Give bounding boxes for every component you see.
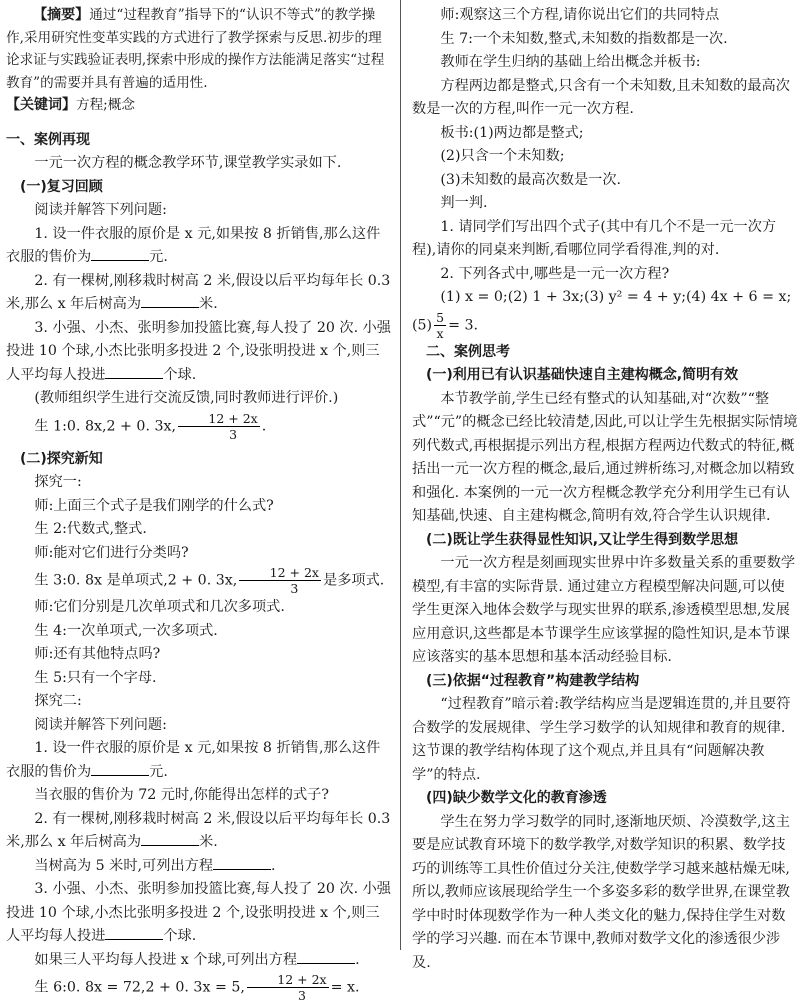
judge-1: 1. 请同学们写出四个式子(其中有几个不是一元一次方程),请你的同桌来判断,看哪位同学看得准,判的对.	[412, 218, 777, 258]
student-3-suffix: 是多项式.	[323, 572, 385, 589]
teacher-observe: 师:观察这三个方程,请你说出它们的共同特点	[440, 7, 720, 23]
fraction-denominator: x	[436, 325, 444, 341]
equation-5-suffix: = 3.	[448, 317, 478, 333]
student-1	[6, 411, 392, 442]
question-2b	[6, 808, 392, 855]
question-1b-text: 1. 设一件衣服的原价是 x 元,如果按 8 折销售,那么这件衣服的售价为	[6, 740, 381, 780]
right-column	[412, 4, 798, 975]
unit-ge: 个球.	[163, 366, 197, 383]
unit-ge: 个球.	[163, 928, 197, 944]
read-prompt-1: 阅读并解答下列问题:	[34, 202, 167, 218]
answer-blank	[141, 293, 199, 308]
keywords	[6, 94, 392, 117]
fraction-numerator: 12 + 2x	[178, 411, 260, 427]
judge-2: 2. 下列各式中,哪些是一元一次方程?	[440, 265, 670, 282]
equation-5-label: (5)	[412, 317, 433, 333]
teacher-line-2: 师:能对它们进行分类吗?	[34, 544, 189, 561]
question-1a	[6, 223, 392, 270]
column-divider	[400, 0, 401, 950]
period: .	[261, 418, 267, 434]
explore-2-label: 探究二:	[34, 693, 82, 709]
answer-blank	[141, 831, 199, 846]
price-question: 当衣服的售价为 72 元时,你能得出怎样的式子?	[34, 787, 329, 803]
left-column	[6, 4, 392, 1003]
student-3-text: 生 3:0. 8x 是单项式,2 + 0. 3x,	[34, 572, 238, 589]
teacher-line-1: 师:上面三个式子是我们刚学的什么式?	[34, 497, 274, 514]
question-3b-text: 3. 小强、小杰、张明参加投篮比赛,每人投了 20 次. 小强投进 10 个球,小杰比张明多投进 2 个,设张明投进 x 个,则三人平均每人投进	[6, 881, 391, 944]
fraction-denominator: 3	[290, 581, 299, 596]
unit-mi: 米.	[199, 834, 218, 850]
fraction	[434, 310, 446, 341]
section-1-intro: 一元一次方程的概念教学环节,课堂教学实录如下.	[34, 155, 342, 171]
board-item-1: 板书:(1)两边都是整式;	[440, 124, 584, 141]
question-3a	[6, 317, 392, 388]
section-2-title: 二、案例思考	[426, 343, 510, 360]
board-item-3: (3)未知数的最高次数是一次.	[440, 171, 622, 188]
question-2a-text: 2. 有一棵树,刚移栽时树高 2 米,假设以后平均每年长 0.3 米,那么 x 年后树高为	[6, 272, 391, 312]
board-intro: 教师在学生归纳的基础上给出概念并板书:	[440, 54, 701, 70]
heading-a: (一)利用已有认识基础快速自主建构概念,简明有效	[426, 367, 739, 383]
paragraph-c: “过程教育”暗示着:教学结构应当是逻辑连贯的,并且要符合数学的发展规律、学生学习数学的认知规律和教育的规律. 这节课的教学结构体现了这个观点,并且具有“问题解决教学”的特点.	[412, 696, 791, 783]
teacher-line-3: 师:它们分别是几次单项式和几次多项式.	[34, 599, 285, 615]
unit-mi: 米.	[199, 296, 218, 312]
answer-blank	[91, 761, 149, 776]
student-6-suffix: = x.	[330, 979, 360, 996]
paragraph-d: 学生在努力学习数学的同时,逐渐地厌烦、冷漠数学,这主要是应试教育环境下的数学教学,对数学知识的积累、数学技巧的训练等工具性价值过分关注,使数学学习越来越枯燥无味,所以,教师应该展现给学生一个多姿多彩的数学世界,在课堂教学中时时体现数学作为一种人类文化的魅力,保持住学生对数学的学习兴趣. 而在本节课中,教师对数学文化的渗透很少涉及.	[412, 813, 790, 971]
judge-label: 判一判.	[440, 195, 488, 211]
answer-blank	[297, 949, 355, 964]
answer-blank	[105, 364, 163, 379]
paragraph-b: 一元一次方程是刻画现实世界中许多数量关系的重要数学模型,有丰富的实际背景. 通过建立方程模型解决问题,可以使学生更深入地体会数学与现实世界的联系,渗透模型思想,发展应用意识,这些都是本节课学生应该掌握的隐性知识,是本节课应该落实的基本思想和基本活动经验目标.	[412, 555, 796, 665]
spacer	[6, 117, 392, 129]
student-5: 生 5:只有一个字母.	[34, 669, 157, 686]
unit-yuan: 元.	[149, 763, 168, 780]
tree-question-text: 当树高为 5 米时,可列出方程	[34, 857, 214, 874]
section-1-title: 一、案例再现	[6, 131, 90, 148]
ball-question	[6, 949, 392, 973]
board-item-2: (2)只含一个未知数;	[440, 148, 565, 164]
equation-list: (1) x = 0;(2) 1 + 3x;(3) y² = 4 + y;(4) 4x + 6 = x;	[440, 289, 792, 305]
read-prompt-2: 阅读并解答下列问题:	[34, 716, 167, 733]
teacher-note: (教师组织学生进行交流反馈,同时教师进行评价.)	[34, 390, 339, 406]
teacher-line-4: 师:还有其他特点吗?	[34, 646, 161, 662]
fraction-denominator: 3	[297, 988, 306, 1003]
heading-d: (四)缺少数学文化的教育渗透	[426, 790, 607, 806]
paragraph-a: 本节教学前,学生已经有整式的认知基础,对“次数”“整式”“元”的概念已经比较清楚,因此,可以让学生先根据实际情境列代数式,再根据提示列出方程,根据方程两边代数式的特征,概括出一元一次方程的概念,最后,通过辨析练习,对概念加以精致和强化. 本案例的一元一次方程概念教学充分利用学生已有认知基础,快速、自主建构概念,简明有效,符合学生认识规律.	[412, 390, 798, 524]
fraction	[239, 565, 321, 596]
student-2: 生 2:代数式,整式.	[34, 521, 147, 537]
student-6	[6, 972, 392, 1003]
keywords-text: 方程;概念	[76, 97, 135, 113]
fraction-numerator: 12 + 2x	[247, 972, 329, 988]
ball-question-text: 如果三人平均每人投进 x 个球,可列出方程	[34, 951, 298, 968]
answer-blank	[91, 246, 149, 261]
subsection-review-title: (一)复习回顾	[20, 178, 103, 195]
equation-5	[412, 310, 798, 341]
keywords-label: 【关键词】	[6, 97, 76, 113]
abstract-text: 通过“过程教育”指导下的“认识不等式”的教学操作,采用研究性变革实践的方式进行了教学探索与反思.初步的理论求证与实践验证表明,探索中形成的操作方法能满足落实“过程教育”的需要并具有普遍的适用性.	[6, 7, 385, 91]
fraction	[247, 972, 329, 1003]
abstract-label: 【摘要】	[33, 7, 90, 23]
fraction-numerator: 12 + 2x	[239, 565, 321, 581]
student-4: 生 4:一次单项式,一次多项式.	[34, 622, 218, 639]
fraction-denominator: 3	[229, 426, 238, 442]
answer-blank	[213, 855, 271, 870]
question-1b	[6, 737, 392, 784]
fraction-numerator: 5	[436, 309, 445, 325]
subsection-explore-title: (二)探究新知	[20, 450, 103, 467]
definition: 方程两边都是整式,只含有一个未知数,且未知数的最高次数是一次的方程,叫作一元一次方程.	[412, 77, 790, 117]
student-1-text: 生 1:0. 8x,2 + 0. 3x,	[34, 418, 176, 434]
question-3b	[6, 878, 392, 949]
fraction	[178, 411, 260, 442]
question-2b-text: 2. 有一棵树,刚移栽时树高 2 米,假设以后平均每年长 0.3 米,那么 x 年后树高为	[6, 810, 391, 850]
student-3	[6, 565, 392, 596]
explore-1-label: 探究一:	[34, 474, 82, 490]
answer-blank	[105, 925, 163, 940]
student-7: 生 7:一个未知数,整式,未知数的指数都是一次.	[440, 30, 728, 47]
heading-b: (二)既让学生获得显性知识,又让学生得到数学思想	[426, 531, 739, 548]
abstract	[6, 4, 392, 94]
question-1a-text: 1. 设一件衣服的原价是 x 元,如果按 8 折销售,那么这件衣服的售价为	[6, 225, 381, 265]
unit-yuan: 元.	[149, 249, 168, 265]
question-3a-text: 3. 小强、小杰、张明参加投篮比赛,每人投了 20 次. 小强投进 10 个球,小杰比张明多投进 2 个,设张明投进 x 个,则三人平均每人投进	[6, 319, 391, 383]
tree-question	[6, 855, 392, 879]
question-2a	[6, 270, 392, 317]
period: .	[271, 857, 276, 874]
heading-c: (三)依据“过程教育”构建教学结构	[426, 672, 640, 689]
period: .	[355, 951, 360, 968]
student-6-text: 生 6:0. 8x = 72,2 + 0. 3x = 5,	[34, 979, 245, 996]
